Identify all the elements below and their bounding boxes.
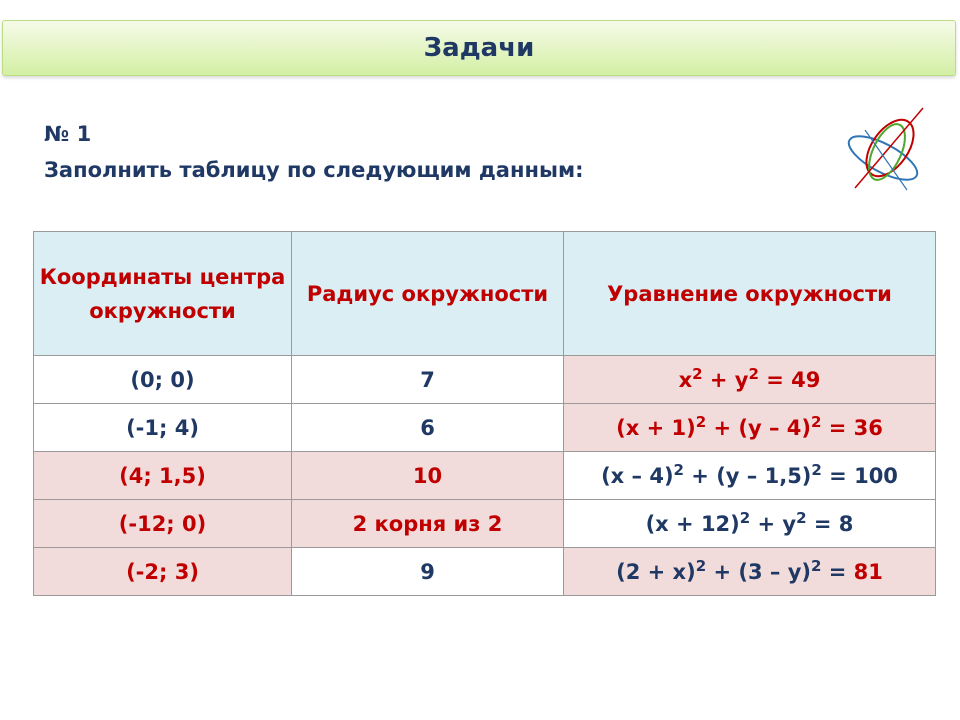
equation-cell: $(x + 12)^2 + y^2 = 8$: [564, 500, 936, 548]
task-description: Заполнить таблицу по следующим данным:: [44, 158, 584, 182]
header-center: Координаты центра окружности: [34, 232, 292, 356]
table-row: [34, 500, 936, 548]
radius-cell: 2 корня из 2: [292, 500, 564, 548]
table-header-row: [34, 232, 936, 356]
header-radius: Радиус окружности: [292, 232, 564, 356]
center-cell: (4; 1,5): [34, 452, 292, 500]
center-cell: (0; 0): [34, 356, 292, 404]
center-cell: (-12; 0): [34, 500, 292, 548]
equation-cell: (x – 4)$^2$ + (y – 1,5)$^2$ = 100: [564, 452, 936, 500]
page-title: Задачи: [423, 33, 535, 63]
radius-cell: 10: [292, 452, 564, 500]
center-cell: (-2; 3): [34, 548, 292, 596]
table-row: [34, 404, 936, 452]
center-cell: (-1; 4): [34, 404, 292, 452]
title-bar: [2, 20, 956, 76]
equation-cell: $x^2 + y^2 = 49$: [564, 356, 936, 404]
table-row: [34, 548, 936, 596]
radius-cell: 7: [292, 356, 564, 404]
radius-cell: 6: [292, 404, 564, 452]
table-row: [34, 356, 936, 404]
task-number: № 1: [44, 122, 92, 146]
radius-cell: 9: [292, 548, 564, 596]
equation-cell: $(x + 1)^2 + (y - 4)^2 = 36$: [564, 404, 936, 452]
header-equation: Уравнение окружности: [564, 232, 936, 356]
table-row: [34, 452, 936, 500]
equation-cell: $(2 + x)^2 + (3 - y)^2 = 81$: [564, 548, 936, 596]
circle-table: [33, 231, 936, 596]
orbit-ellipses-icon: [835, 100, 935, 205]
